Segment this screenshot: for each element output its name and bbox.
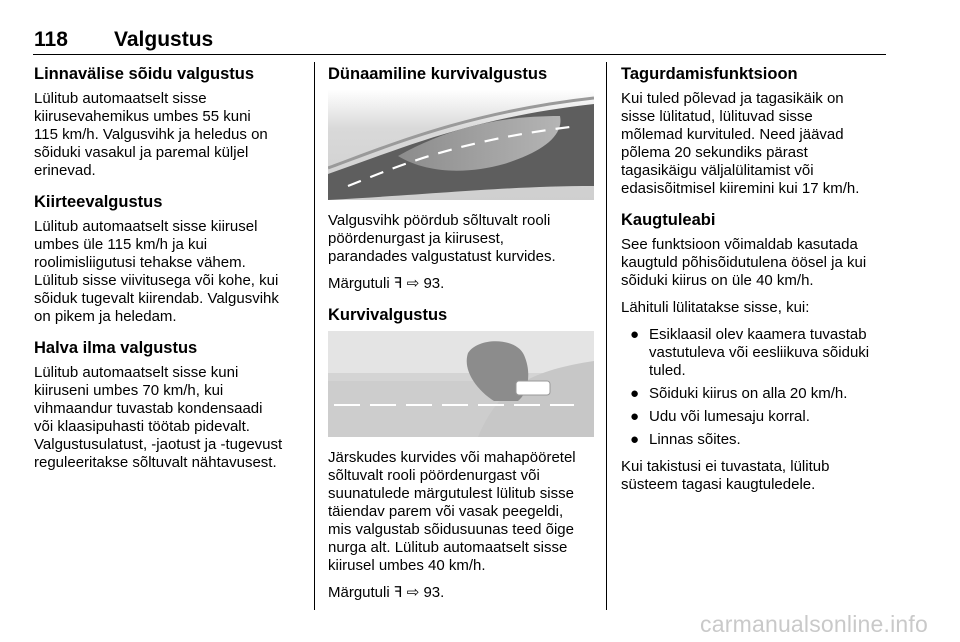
text-line: vihmaandur tuvastab kondensaadi [34,400,263,417]
arrow-icon: ⇨ [406,275,420,292]
arrow-icon: ⇨ [406,584,420,601]
text-line: Lülitub automaatselt sisse kuni [34,364,239,381]
section-heading-high-beam-assist: Kaugtuleabi [621,211,716,229]
paragraph [328,449,594,575]
text-line: pöördenurgast ja kiirusest, [328,230,504,247]
text-line: sõiduki vasakul ja paremal küljel [34,144,249,161]
text-line: täiendav parem või vasak peegeldi, [328,503,564,520]
text-line: 115 km/h. Valgusvihk ja heledus on [34,126,268,143]
page-reference-link[interactable]: 93. [423,275,445,292]
section-heading: Kiirteevalgustus [34,193,163,211]
page-reference-link[interactable]: 93. [423,584,445,601]
column-divider [606,62,607,610]
text-line: mõlemad kurvituled. Need jäävad [621,126,844,143]
text-line: süsteem tagasi kaugtuledele. [621,476,816,493]
text-line: Lähituli lülitatakse sisse, kui: [621,299,810,316]
column-1 [34,64,299,481]
text-line: tagasikäigu väljalülitamist või [621,162,814,179]
list-item [621,326,887,380]
paragraph [621,90,887,198]
text-line: Sõiduki kiirus on alla 20 km/h. [649,385,848,402]
text-line: Lülitub automaatselt sisse [34,90,207,107]
list-item [621,431,887,449]
paragraph [34,218,299,326]
reference-line [328,275,594,293]
text-line: Kui takistusi ei tuvastata, lülitub [621,458,830,475]
list-item [621,408,887,426]
text-line: sisse lülitatud, lülituvad sisse [621,108,813,125]
text-line: reguleeritakse sõltuvalt nähtavusest. [34,454,277,471]
bullet-list [621,326,887,449]
column-3 [621,64,887,503]
page-number: 118 [34,28,68,51]
text-line: sõiduk tugevalt kiirendab. Valgusvihk [34,290,279,307]
text-line: roolimisliigutusi tehakse vähem. [34,254,246,271]
text-line: või klaasipuhasti töötab pidevalt. [34,418,250,435]
lamp-icon: ꟻ [393,584,403,601]
bullet-icon: ● [630,408,640,425]
text-line: Lülitub sisse viivitusega või kohe, kui [34,272,279,289]
text-line: Valgusvihk pöördub sõltuvalt rooli [328,212,551,229]
section-heading: Halva ilma valgustus [34,339,198,357]
text-line: See funktsioon võimaldab kasutada [621,236,858,253]
text-line: suunatulede märgutulest lülitub sisse [328,485,574,502]
text-line: on pikem ja heledam. [34,308,177,325]
bullet-icon: ● [630,431,640,448]
section-heading-reversing: Tagurdamisfunktsioon [621,65,798,83]
bullet-icon: ● [630,385,640,402]
text-line: Linnas sõites. [649,431,741,448]
column-2 [328,64,594,611]
paragraph [621,236,887,290]
text-line: mis valgustab sõidusuunas teed õige [328,521,574,538]
text-line: kiirusevahemikus umbes 55 kuni [34,108,251,125]
text-line: nurga alt. Lülitub automaatselt sisse [328,539,568,556]
page-header [33,28,886,55]
paragraph [34,90,299,180]
text-line: Kui tuled põlevad ja tagasikäik on [621,90,844,107]
text-line: parandades valgustatust kurvides. [328,248,556,265]
reference-label: Märgutuli [328,584,390,601]
section-heading-dynamic-cornering: Dünaamiline kurvivalgustus [328,65,548,83]
paragraph [34,364,299,472]
column-divider [314,62,315,610]
text-line: Esiklaasil olev kaamera tuvastab [649,326,867,343]
text-line: sõiduki kiirus on üle 40 km/h. [621,272,814,289]
watermark: carmanualsonline.info [700,611,928,637]
text-line: erinevad. [34,162,96,179]
text-line: tuled. [649,362,686,379]
list-item [621,385,887,403]
bullet-icon: ● [630,326,640,343]
text-line: Udu või lumesaju korral. [649,408,810,425]
reference-line [328,584,594,602]
text-line: kaugtuld põhisõidutulena öösel ja kui [621,254,867,271]
cornering-light-illustration [328,331,594,437]
section-heading-cornering: Kurvivalgustus [328,306,448,324]
paragraph [621,299,887,317]
text-line: vastutuleva või eesliikuva sõiduki [649,344,870,361]
text-line: edasisõitmisel kiiremini kui 17 km/h. [621,180,860,197]
reference-label: Märgutuli [328,275,390,292]
text-line: põlema 20 sekundiks pärast [621,144,808,161]
page-title: Valgustus [114,28,214,51]
section-heading: Linnavälise sõidu valgustus [34,65,255,83]
paragraph [328,212,594,266]
text-line: Järskudes kurvides või mahapööretel [328,449,576,466]
dynamic-cornering-illustration [328,90,594,200]
paragraph [621,458,887,494]
text-line: umbes üle 115 km/h ja kui [34,236,208,253]
text-line: sõltuvalt rooli pöördenurgast või [328,467,540,484]
text-line: Lülitub automaatselt sisse kiirusel [34,218,258,235]
lamp-icon: ꟻ [393,275,403,292]
text-line: kiiruseni umbes 70 km/h, kui [34,382,224,399]
text-line: kiirusel umbes 40 km/h. [328,557,486,574]
text-line: Valgustusulatust, -jaotust ja -tugevust [34,436,283,453]
